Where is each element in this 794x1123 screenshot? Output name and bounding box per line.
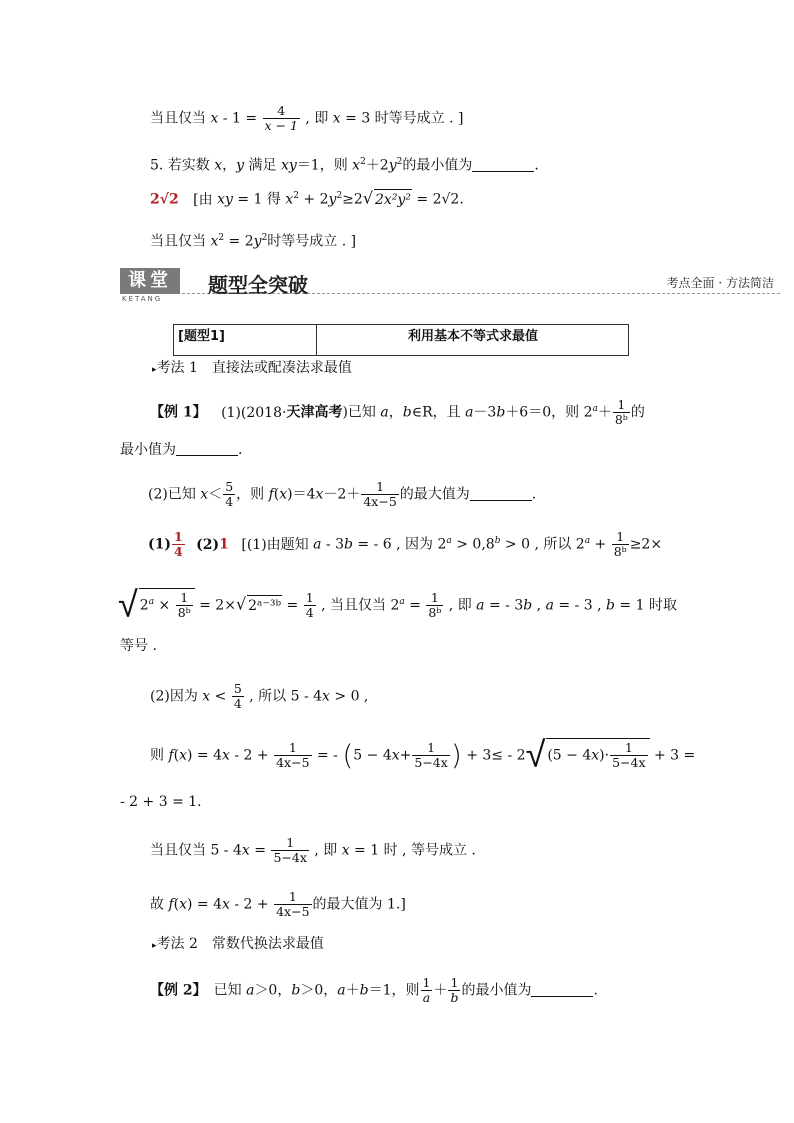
fraction — [223, 480, 235, 509]
denominator: 8ᵇ — [613, 544, 627, 559]
text: > 0,8 — [451, 536, 495, 553]
exponent: a — [399, 596, 405, 607]
fraction — [448, 976, 460, 1005]
var-b: b — [344, 536, 353, 553]
answer-5 — [150, 186, 464, 210]
fraction — [304, 591, 316, 620]
var-a: a — [465, 404, 474, 421]
text: ＝1，则 — [368, 982, 420, 999]
var-x: x — [341, 842, 350, 859]
problem-type-box — [173, 324, 629, 356]
text: ＞0， — [254, 982, 292, 999]
example-2 — [150, 976, 598, 1005]
var-f: f — [168, 896, 174, 913]
denominator: 5−4x — [273, 850, 307, 865]
text: + — [399, 747, 412, 764]
denominator: 4x−5 — [363, 494, 397, 509]
text: －2＋ — [323, 486, 361, 503]
numerator: 5 — [225, 479, 234, 494]
text: 等号 . — [120, 638, 157, 654]
text: 的最小值为 — [461, 982, 532, 999]
answer-1-line-3 — [120, 636, 157, 656]
answer-2-line-3 — [120, 792, 202, 812]
text: . — [534, 157, 539, 174]
text: (2) — [196, 536, 220, 553]
method-title: 考法 2 常数代换法求最值 — [156, 936, 324, 952]
text: ( — [273, 486, 280, 503]
text: －3 — [473, 404, 497, 421]
text: , 即 — [309, 842, 342, 859]
fraction — [412, 741, 449, 770]
var-b: b — [523, 597, 533, 614]
text: = — [249, 842, 271, 859]
text: > 0 , 所以 2 — [500, 536, 585, 553]
var-x: x — [210, 110, 219, 127]
fraction — [274, 741, 311, 770]
var-a: a — [476, 597, 485, 614]
example-1-part-1-cont — [120, 440, 242, 460]
var-a: a — [246, 982, 255, 999]
var-b: b — [291, 982, 301, 999]
sqrt-sign: √ — [118, 584, 138, 626]
text: . — [531, 486, 537, 503]
answer-2-line-1 — [150, 682, 368, 711]
exponent: 2 — [336, 191, 343, 201]
text: , 当且仅当 2 — [316, 597, 400, 614]
exponent: 2 — [396, 157, 403, 167]
text: )· — [599, 747, 610, 764]
text: = 3 时等号成立 . ] — [340, 110, 464, 127]
text: = 2 — [224, 233, 254, 250]
text: = 2√2. — [411, 191, 464, 208]
text: 5. 若实数 — [150, 157, 215, 174]
text: , 所以 5 - 4 — [244, 688, 323, 705]
denominator: b — [450, 990, 459, 1005]
text: ) = 4 — [187, 896, 223, 913]
text: 当且仅当 — [150, 233, 211, 250]
answer-1-line-2 — [118, 584, 677, 626]
sqrt-sign: √ — [525, 734, 546, 776]
denominator: 8ᵇ — [177, 605, 191, 620]
var-y: y — [388, 157, 397, 174]
answer-2-line-4 — [150, 836, 476, 865]
text: ∈R，且 — [411, 404, 466, 421]
text: = - 3 — [484, 597, 524, 614]
banner-tagline: 考点全面 · 方法简洁 — [666, 276, 774, 290]
text: 当且仅当 5 - 4 — [150, 842, 242, 859]
fraction — [361, 480, 398, 509]
var-y: y — [328, 191, 337, 208]
method-2-heading — [152, 934, 324, 956]
var-x: x — [202, 688, 211, 705]
text: ＋6＝0，则 2 — [505, 404, 593, 421]
text: , 即 — [444, 597, 477, 614]
denominator: 4 — [174, 544, 183, 559]
numerator: 1 — [305, 590, 314, 605]
triangle-icon: ▸ — [152, 365, 157, 375]
numerator: 1 — [174, 529, 183, 544]
line-equality-condition-1 — [150, 104, 464, 133]
var-x: x — [222, 896, 230, 913]
section-banner — [120, 268, 780, 304]
answer-value: 1 — [219, 536, 229, 553]
text: 的最大值为 1.] — [312, 896, 406, 913]
numerator: 1 — [426, 591, 443, 606]
var-b: b — [359, 982, 369, 999]
text: , 即 — [300, 110, 333, 127]
radicand — [546, 738, 649, 770]
var-y: y — [236, 157, 245, 174]
exponent: 2 — [261, 233, 268, 243]
answer-2-line-2 — [150, 734, 696, 776]
method-1-heading — [152, 358, 352, 380]
text: = 1 得 — [232, 191, 286, 208]
exponent: a — [148, 596, 155, 607]
text: ＋ — [597, 404, 612, 421]
var-f: f — [168, 747, 174, 764]
exponent: 2 — [218, 233, 225, 243]
answer-blank[interactable] — [470, 486, 532, 501]
text: . — [593, 982, 598, 999]
var-x: x — [391, 747, 400, 764]
text: 的 — [630, 404, 645, 421]
text: = - 3 , — [553, 597, 606, 614]
numerator: 1 — [274, 741, 311, 756]
text: 当且仅当 — [150, 110, 206, 127]
fraction — [274, 890, 311, 919]
text: - 1 = — [218, 110, 262, 127]
numerator: 1 — [412, 741, 449, 756]
var-b: b — [496, 404, 506, 421]
example-1-part-2 — [148, 480, 536, 509]
var-b: b — [402, 404, 412, 421]
text: - 2 + 3 = 1. — [120, 794, 202, 810]
numerator: 1 — [422, 975, 431, 990]
answer-blank[interactable] — [472, 157, 534, 172]
text: ) = 4 — [187, 747, 223, 764]
source: 天津高考 — [286, 404, 343, 421]
var-x: x — [591, 747, 600, 764]
var-x: x — [179, 747, 188, 764]
text: ( — [173, 747, 180, 764]
radicand: 2ᵃ⁻³ᵇ — [247, 595, 282, 616]
radicand: 2x²y² — [374, 189, 412, 210]
text: 的最小值为 — [402, 157, 473, 174]
var-x: x — [332, 110, 341, 127]
answer-fraction — [172, 530, 185, 559]
text: ＋2 — [365, 157, 389, 174]
numerator: 5 — [233, 681, 242, 696]
text: (2)因为 — [150, 688, 203, 705]
text: . — [238, 442, 243, 458]
text: ＋ — [433, 982, 448, 999]
numerator: 4 — [263, 104, 300, 119]
exponent: a — [446, 535, 452, 546]
numerator: 1 — [610, 741, 647, 756]
text: ( — [173, 896, 180, 913]
triangle-icon: ▸ — [152, 941, 157, 951]
text: ≥2× — [629, 536, 663, 553]
var-a: a — [313, 536, 322, 553]
text: (5 − 4 — [547, 747, 592, 764]
fraction — [263, 104, 300, 133]
denominator: a — [422, 990, 431, 1005]
text: 5 − 4 — [353, 747, 392, 764]
text: ， — [222, 157, 237, 174]
numerator: 1 — [448, 976, 460, 991]
text: = 1 时取 — [614, 597, 677, 614]
var-x: x — [285, 191, 294, 208]
var-x: x — [222, 747, 230, 764]
text: > 0 , — [329, 688, 369, 705]
exponent: a — [584, 535, 591, 546]
var-f: f — [268, 486, 274, 503]
text: - 3 — [321, 536, 345, 553]
text: = 2× — [194, 597, 236, 614]
exponent: a — [592, 403, 598, 414]
var-x: x — [241, 842, 250, 859]
var-x: x — [200, 486, 209, 503]
denominator: 4x−5 — [276, 755, 310, 770]
problem-type-title: 利用基本不等式求最值 — [407, 329, 538, 344]
numerator: 1 — [613, 398, 630, 413]
text: 满足 — [244, 157, 281, 174]
var-b: b — [606, 597, 615, 614]
numerator: 1 — [176, 591, 193, 606]
numerator: 1 — [274, 890, 311, 905]
text: )已知 — [342, 404, 381, 421]
var-a: a — [545, 597, 554, 614]
text: ，则 — [236, 486, 269, 503]
fraction — [271, 836, 308, 865]
var-a: a — [380, 404, 389, 421]
banner-subtitle: KETANG — [122, 295, 163, 303]
denominator: 4 — [305, 605, 314, 620]
fraction — [232, 682, 244, 711]
var-x: x — [179, 896, 188, 913]
text: < — [210, 688, 231, 705]
text: + 3 = — [649, 747, 696, 764]
text: + 2 — [298, 191, 329, 208]
line-equality-condition-2 — [150, 228, 356, 252]
text: ＜ — [208, 486, 223, 503]
fraction — [421, 976, 433, 1005]
fraction — [610, 741, 647, 770]
denominator: 5−4x — [612, 755, 646, 770]
text: 则 — [150, 747, 169, 764]
radicand — [139, 588, 195, 620]
sqrt-sign: √ — [235, 594, 247, 614]
text: (2)已知 — [148, 486, 201, 503]
denominator: 4 — [233, 696, 242, 711]
text: [由 — [193, 191, 218, 208]
text: ＋ — [345, 982, 360, 999]
var-x: x — [210, 233, 219, 250]
answer-value: 2√2 — [150, 191, 179, 208]
text: + 3≤ - 2 — [461, 747, 526, 764]
text: = — [404, 597, 426, 614]
exponent: 2 — [293, 191, 299, 201]
text: 时等号成立 . ] — [267, 233, 357, 250]
text: ≥2 — [342, 191, 363, 208]
exponent: 2 — [360, 157, 366, 167]
left-paren: ( — [342, 738, 354, 772]
answer-blank[interactable] — [176, 441, 238, 456]
text: , — [532, 597, 546, 614]
fraction — [612, 530, 629, 559]
problem-type-label: [题型1] — [174, 325, 317, 355]
denominator: 8ᵇ — [428, 605, 442, 620]
var-xy: xy — [217, 191, 233, 208]
var-x: x — [315, 486, 324, 503]
text: + — [590, 536, 611, 553]
denominator: 8ᵇ — [614, 412, 628, 427]
question-5 — [150, 152, 539, 176]
numerator: 1 — [271, 836, 308, 851]
var-y: y — [253, 233, 262, 250]
text: - 2 + — [229, 896, 274, 913]
exponent: b — [494, 535, 501, 546]
text: (1)(2018· — [221, 404, 287, 421]
var-x: x — [352, 157, 361, 174]
fraction — [426, 591, 443, 620]
text: 的最大值为 — [399, 486, 470, 503]
sqrt-sign: √ — [362, 188, 374, 208]
answer-2-line-5 — [150, 890, 406, 919]
example-label: 【例 1】 — [150, 404, 207, 421]
denominator: 4x−5 — [276, 904, 310, 919]
text: ＝1，则 — [296, 157, 353, 174]
text: = - 6 , 因为 2 — [352, 536, 447, 553]
banner-title: 题型全突破 — [208, 273, 308, 297]
example-1-part-1 — [150, 398, 645, 427]
text: 最小值为 — [120, 442, 176, 458]
text: 故 — [150, 896, 169, 913]
method-title: 考法 1 直接法或配凑法求最值 — [156, 360, 352, 376]
example-label: 【例 2】 — [150, 982, 200, 999]
text: 已知 — [199, 982, 247, 999]
text: ＞0， — [300, 982, 338, 999]
text: - 2 + — [229, 747, 274, 764]
text: ， — [388, 404, 403, 421]
right-paren: ) — [450, 738, 462, 772]
answer-blank[interactable] — [531, 982, 593, 997]
var-x: x — [214, 157, 223, 174]
var-a: a — [337, 982, 346, 999]
var-x: x — [279, 486, 288, 503]
text: )＝4 — [287, 486, 316, 503]
denominator: x − 1 — [264, 118, 298, 133]
banner-box: 课堂 — [120, 268, 180, 294]
numerator: 1 — [361, 480, 398, 495]
var-x: x — [322, 688, 330, 705]
text: 2 — [139, 597, 149, 614]
numerator: 1 — [612, 530, 629, 545]
text: = - — [312, 747, 343, 764]
text: = 1 时 , 等号成立 . — [349, 842, 476, 859]
denominator: 4 — [225, 494, 234, 509]
answer-1-line-1 — [148, 530, 662, 559]
text: (1) — [148, 536, 171, 553]
var-xy: xy — [281, 157, 297, 174]
denominator: 5−4x — [414, 755, 448, 770]
text: = — [282, 597, 303, 614]
text: [(1)由题知 — [241, 536, 314, 553]
text: × — [154, 597, 175, 614]
fraction — [176, 591, 193, 620]
fraction — [613, 398, 630, 427]
